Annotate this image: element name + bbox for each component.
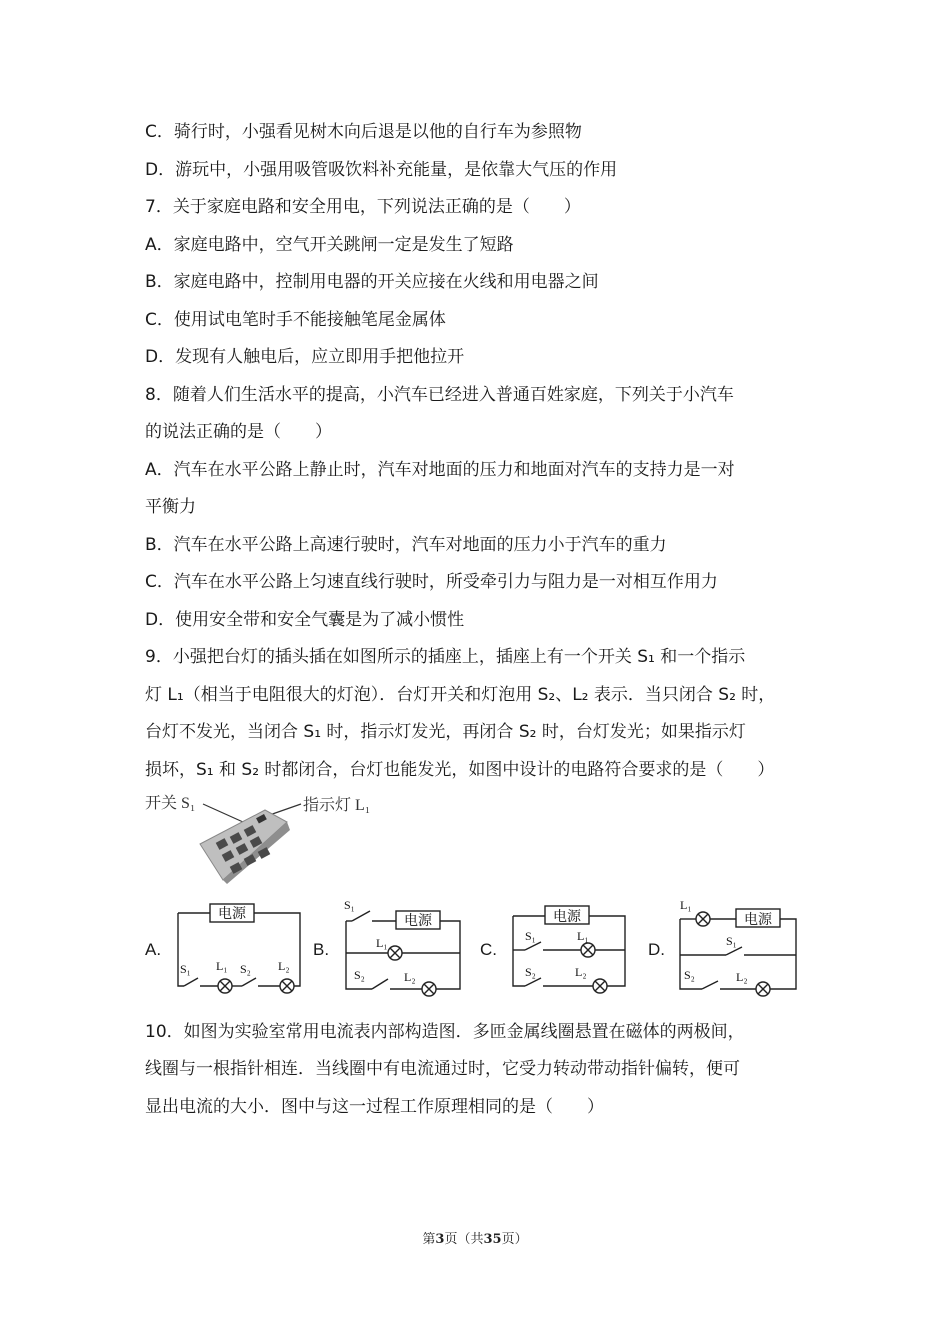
question-9-stem-1: 9．小强把台灯的插头插在如图所示的插座上，插座上有一个开关 S₁ 和一个指示 (145, 647, 746, 667)
option-8c: C．汽车在水平公路上匀速直线行驶时，所受牵引力与阻力是一对相互作用力 (145, 572, 718, 592)
question-9-stem-4: 损坏，S₁ 和 S₂ 时都闭合，台灯也能发光，如图中设计的电路符合要求的是（ ） (145, 760, 775, 780)
s1-label: S₁ (726, 934, 737, 948)
question-8-stem-2: 的说法正确的是（ ） (145, 422, 332, 442)
s1-label: S₁ (525, 929, 536, 943)
option-8a-2: 平衡力 (145, 497, 196, 517)
question-9-stem-3: 台灯不发光，当闭合 S₁ 时，指示灯发光，再闭合 S₂ 时，台灯发光；如果指示灯 (145, 722, 746, 742)
circuit-c (505, 900, 635, 1000)
switch-label: 开关 S₁ (145, 795, 196, 812)
circuit-b (338, 893, 468, 1001)
source-label: 电源 (404, 914, 432, 929)
footer-suffix: 页） (501, 1232, 528, 1247)
question-8-stem-1: 8．随着人们生活水平的提高，小汽车已经进入普通百姓家庭，下列关于小汽车 (145, 385, 734, 405)
lamp-label: 指示灯 L₁ (303, 797, 371, 814)
option-9d-label: D. (648, 940, 665, 959)
total-pages: 35 (483, 1232, 502, 1247)
option-7c-prev: C．骑行时，小强看见树木向后退是以他的自行车为参照物 (145, 122, 582, 142)
source-label: 电源 (553, 910, 581, 925)
s2-label: S₂ (684, 968, 695, 982)
question-10-stem-1: 10．如图为实验室常用电流表内部构造图．多匝金属线圈悬置在磁体的两极间， (145, 1022, 745, 1042)
s2-label: S₂ (354, 968, 365, 982)
source-label: 电源 (744, 913, 772, 928)
option-9c-label: C. (480, 940, 497, 959)
s2-label: S₂ (240, 962, 251, 976)
l1-label: L₁ (216, 959, 228, 973)
l1-label: L₁ (577, 929, 589, 943)
footer-prefix: 第 (422, 1232, 436, 1247)
s2-label: S₂ (525, 965, 536, 979)
l2-label: L₂ (278, 959, 290, 973)
option-9b-label: B. (313, 940, 330, 959)
option-9a-label: A. (145, 940, 162, 959)
question-10-stem-2: 线圈与一根指针相连．当线圈中有电流通过时，它受力转动带动指针偏转，便可 (145, 1059, 740, 1079)
power-strip-figure (145, 792, 405, 884)
l1-label: L₁ (680, 898, 692, 912)
question-10-stem-3: 显出电流的大小．图中与这一过程工作原理相同的是（ ） (145, 1097, 604, 1117)
page-number: 3 (435, 1232, 445, 1247)
question-9-stem-2: 灯 L₁（相当于电阻很大的灯泡）．台灯开关和灯泡用 S₂、L₂ 表示．当只闭合 S₂ 时， (145, 685, 776, 705)
page-footer (0, 1228, 950, 1247)
circuit-d (672, 895, 802, 1001)
s1-label: S₁ (180, 962, 191, 976)
footer-middle: 页（共 (444, 1232, 484, 1247)
power-strip-image (200, 810, 290, 884)
option-7d: D．发现有人触电后，应立即用手把他拉开 (145, 347, 465, 367)
question-7-stem: 7．关于家庭电路和安全用电，下列说法正确的是（ ） (145, 197, 581, 217)
option-7c: C．使用试电笔时手不能接触笔尾金属体 (145, 310, 446, 330)
source-label: 电源 (218, 907, 246, 922)
l1-label: L₁ (376, 936, 388, 950)
option-8b: B．汽车在水平公路上高速行驶时，汽车对地面的压力小于汽车的重力 (145, 535, 667, 555)
circuit-a (170, 898, 310, 998)
option-6d: D．游玩中，小强用吸管吸饮料补充能量，是依靠大气压的作用 (145, 160, 618, 180)
l2-label: L₂ (736, 970, 748, 984)
option-7b: B．家庭电路中，控制用电器的开关应接在火线和用电器之间 (145, 272, 599, 292)
l2-label: L₂ (404, 970, 416, 984)
option-7a: A．家庭电路中，空气开关跳闸一定是发生了短路 (145, 235, 514, 255)
option-8d: D．使用安全带和安全气囊是为了减小惯性 (145, 610, 465, 630)
option-8a-1: A．汽车在水平公路上静止时，汽车对地面的压力和地面对汽车的支持力是一对 (145, 460, 735, 480)
s1-label: S₁ (344, 898, 355, 912)
l2-label: L₂ (575, 965, 587, 979)
